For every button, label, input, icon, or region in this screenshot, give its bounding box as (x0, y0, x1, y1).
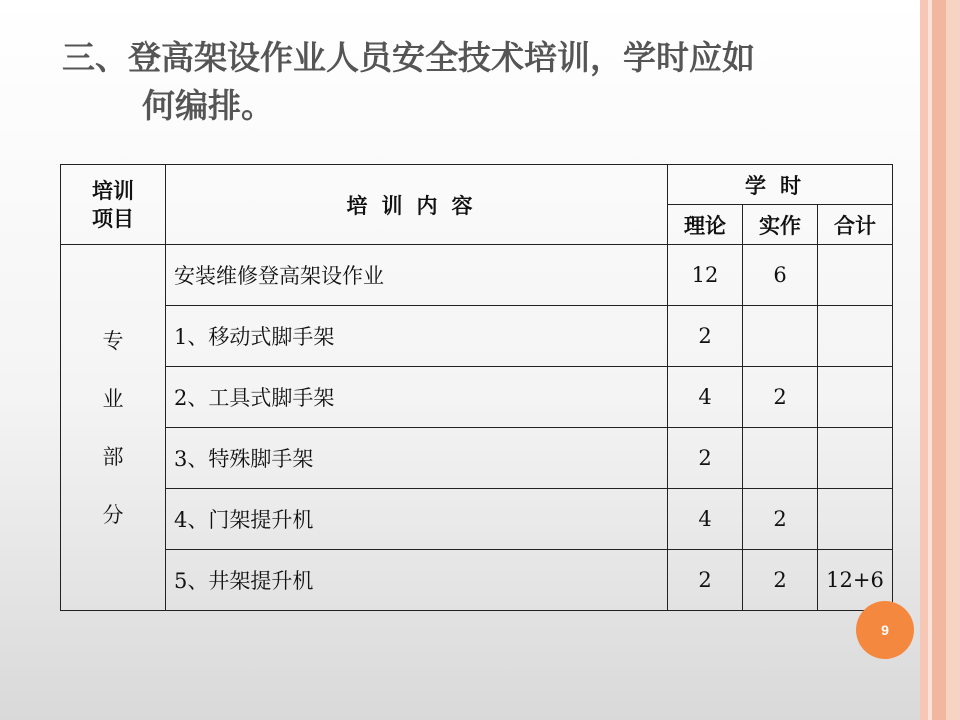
row-theory: 12 (668, 245, 743, 306)
row-practice: 2 (743, 367, 818, 428)
header-item-line1: 培训 (92, 177, 134, 203)
row-content: 2、工具式脚手架 (166, 367, 668, 428)
row-theory: 2 (668, 306, 743, 367)
row-content: 3、特殊脚手架 (166, 428, 668, 489)
table-row (61, 428, 893, 489)
row-practice (743, 306, 818, 367)
slide-title-line1: 三、登高架设作业人员安全技术培训，学时应如 (62, 38, 755, 77)
section-char: 专 (102, 328, 124, 353)
row-total (818, 489, 893, 550)
row-theory: 4 (668, 367, 743, 428)
row-theory: 2 (668, 428, 743, 489)
table-row (61, 367, 893, 428)
decorative-stripe (932, 0, 946, 720)
table-row (61, 245, 893, 306)
row-content: 5、井架提升机 (166, 550, 668, 611)
section-char: 部 (102, 444, 124, 469)
table-row (61, 550, 893, 611)
slide-title (62, 34, 862, 130)
section-char: 业 (102, 386, 124, 411)
row-content: 4、门架提升机 (166, 489, 668, 550)
header-theory: 理论 (668, 205, 743, 245)
row-total (818, 306, 893, 367)
row-practice: 6 (743, 245, 818, 306)
header-hours: 学时 (668, 165, 893, 205)
section-label-professional (61, 245, 166, 611)
slide-title-line2 (62, 82, 862, 130)
row-theory: 2 (668, 550, 743, 611)
table-row (61, 489, 893, 550)
row-content: 安装维修登高架设作业 (166, 245, 668, 306)
decorative-stripe (946, 0, 960, 720)
row-total: 12+6 (818, 550, 893, 611)
row-total (818, 428, 893, 489)
header-total: 合计 (818, 205, 893, 245)
row-total (818, 367, 893, 428)
row-theory: 4 (668, 489, 743, 550)
decorative-stripe (920, 0, 928, 720)
section-char: 分 (102, 502, 124, 527)
row-content: 1、移动式脚手架 (166, 306, 668, 367)
row-practice: 2 (743, 489, 818, 550)
table-row (61, 306, 893, 367)
header-training-content: 培训内容 (166, 165, 668, 245)
row-total (818, 245, 893, 306)
training-hours-table (60, 164, 893, 611)
row-practice: 2 (743, 550, 818, 611)
page-number-badge: 9 (856, 601, 914, 659)
row-practice (743, 428, 818, 489)
header-training-item (61, 165, 166, 245)
header-practice: 实作 (743, 205, 818, 245)
slide-title-line2-text: 何编排。 (142, 86, 274, 125)
header-item-line2: 项目 (92, 205, 134, 231)
